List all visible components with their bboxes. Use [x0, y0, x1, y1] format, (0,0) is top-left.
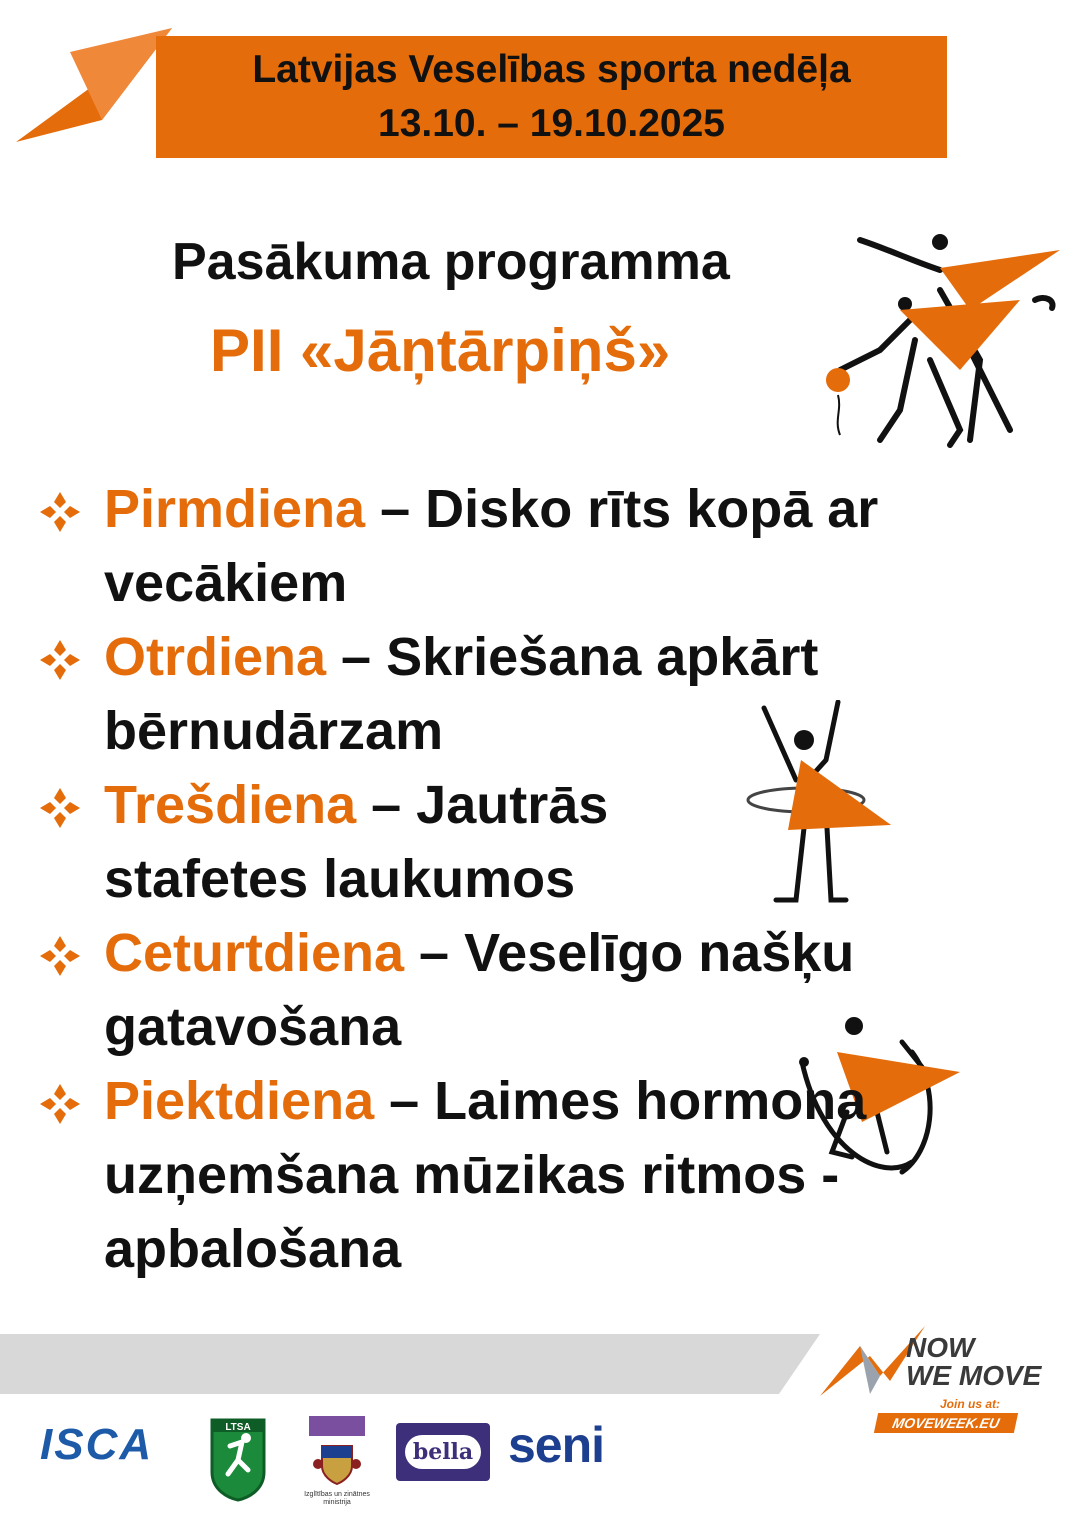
day-name: Ceturtdiena: [104, 923, 405, 983]
bella-logo: bella: [396, 1423, 490, 1481]
list-item: [38, 620, 998, 768]
list-item: [38, 916, 998, 1064]
event-header: [156, 36, 947, 158]
list-item: [38, 1064, 998, 1286]
orange-flag-icon: [10, 22, 180, 152]
list-item: [38, 768, 998, 916]
day-name: Otrdiena: [104, 627, 327, 687]
footer-bar: [0, 1334, 820, 1394]
event-dates: 13.10. – 19.10.2025: [378, 102, 725, 145]
day-activity: – Laimes hormona uzņemšana mūzikas ritmos - apbalošana: [104, 1071, 867, 1279]
diamond-bullet-icon: [38, 786, 82, 830]
day-activity: – Veselīgo našķu gatavošana: [104, 923, 855, 1057]
kindergarten-name: PII «Jāņtārpiņš»: [210, 317, 671, 384]
now-we-move-text: NOW WE MOVE: [906, 1332, 1042, 1391]
diamond-bullet-icon: [38, 638, 82, 682]
day-activity: – Disko rīts kopā ar vecākiem: [104, 479, 879, 613]
day-name: Trešdiena: [104, 775, 357, 835]
day-name: Pirmdiena: [104, 479, 366, 539]
svg-text:LTSA: LTSA: [225, 1422, 251, 1433]
day-name: Piektdiena: [104, 1071, 375, 1131]
event-name: Latvijas Veselības sporta nedēļa: [252, 48, 851, 91]
moveweek-link[interactable]: MOVEWEEK.EU: [874, 1413, 1018, 1433]
day-activity: – Jautrās stafetes laukumos: [104, 775, 609, 909]
ltsa-logo: [208, 1416, 268, 1502]
join-us-label: Join us at:: [940, 1397, 1001, 1411]
isca-logo: ISCA: [40, 1420, 154, 1469]
coat-of-arms-icon: [312, 1440, 362, 1486]
ministry-logo: Izglītības un zinātnes ministrija: [302, 1416, 372, 1516]
program-list: [38, 472, 998, 1286]
diamond-bullet-icon: [38, 1082, 82, 1126]
seni-logo: seni: [508, 1417, 605, 1473]
dancing-figures-illustration: [820, 230, 1070, 470]
diamond-bullet-icon: [38, 490, 82, 534]
diamond-bullet-icon: [38, 934, 82, 978]
day-activity: – Skriešana apkārt bērnudārzam: [104, 627, 819, 761]
list-item: [38, 472, 998, 620]
program-title: Pasākuma programma: [172, 233, 730, 291]
